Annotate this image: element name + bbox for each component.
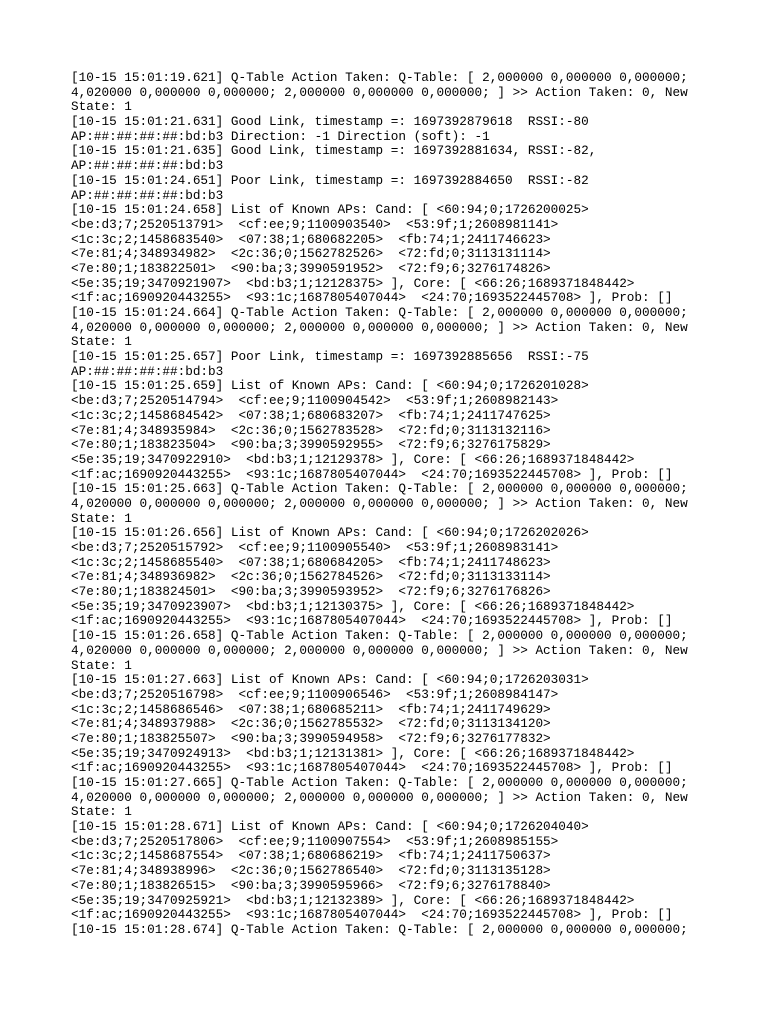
log-line: 4,020000 0,000000 0,000000; 2,000000 0,000000 0,000000; ] >> Action Taken: 0, New xyxy=(71,642,688,658)
log-line: <7e:81;4;348935984> <2c:36;0;1562783528> <72:fd;0;3113132116> xyxy=(71,422,551,438)
log-line: <be:d3;7;2520513791> <cf:ee;9;1100903540> <53:9f;1;2608981141> xyxy=(71,216,559,232)
log-line: <be:d3;7;2520516798> <cf:ee;9;1100906546> <53:9f;1;2608984147> xyxy=(71,686,559,702)
log-line: [10-15 15:01:28.671] List of Known APs: Cand: [ <60:94;0;1726204040> xyxy=(71,819,589,835)
log-line: <5e:35;19;3470924913> <bd:b3;1;12131381> ], Core: [ <66:26;1689371848442> xyxy=(71,745,635,761)
log-line: <5e:35;19;3470923907> <bd:b3;1;12130375> ], Core: [ <66:26;1689371848442> xyxy=(71,598,635,614)
log-line: <5e:35;19;3470921907> <bd:b3;1;12128375> ], Core: [ <66:26;1689371848442> xyxy=(71,275,635,291)
log-line: <1c:3c;2;1458687554> <07:38;1;680686219> <fb:74;1;2411750637> xyxy=(71,848,551,864)
log-line: State: 1 xyxy=(71,510,132,526)
log-line: <7e:81;4;348937988> <2c:36;0;1562785532> <72:fd;0;3113134120> xyxy=(71,716,551,732)
log-line: <1c:3c;2;1458685540> <07:38;1;680684205> <fb:74;1;2411748623> xyxy=(71,554,551,570)
log-line: [10-15 15:01:19.621] Q-Table Action Taken: Q-Table: [ 2,000000 0,000000 0,000000; xyxy=(71,70,688,85)
log-line: [10-15 15:01:25.663] Q-Table Action Taken: Q-Table: [ 2,000000 0,000000 0,000000; xyxy=(71,481,688,497)
log-line: <1f:ac;1690920443255> <93:1c;1687805407044> <24:70;1693522445708> ], Prob: [] xyxy=(71,613,673,629)
log-line: [10-15 15:01:21.631] Good Link, timestamp =: 1697392879618 RSSI:-80 xyxy=(71,114,589,130)
log-line: 4,020000 0,000000 0,000000; 2,000000 0,000000 0,000000; ] >> Action Taken: 0, New xyxy=(71,495,688,511)
log-line: 4,020000 0,000000 0,000000; 2,000000 0,000000 0,000000; ] >> Action Taken: 0, New xyxy=(71,84,688,100)
log-line: [10-15 15:01:26.658] Q-Table Action Taken: Q-Table: [ 2,000000 0,000000 0,000000; xyxy=(71,628,688,644)
log-line: [10-15 15:01:24.664] Q-Table Action Taken: Q-Table: [ 2,000000 0,000000 0,000000; xyxy=(71,305,688,320)
log-line: State: 1 xyxy=(71,804,132,820)
log-line: [10-15 15:01:24.658] List of Known APs: Cand: [ <60:94;0;1726200025> xyxy=(71,202,589,218)
log-line: <be:d3;7;2520514794> <cf:ee;9;1100904542> <53:9f;1;2608982143> xyxy=(71,393,559,409)
log-line: <7e:80;1;183824501> <90:ba;3;3990593952> <72:f9;6;3276176826> xyxy=(71,584,551,600)
log-line: 4,020000 0,000000 0,000000; 2,000000 0,000000 0,000000; ] >> Action Taken: 0, New xyxy=(71,319,688,335)
log-line: AP:##:##:##:##:bd:b3 xyxy=(71,363,224,379)
log-line: <7e:81;4;348938996> <2c:36;0;1562786540> <72:fd;0;3113135128> xyxy=(71,863,551,879)
log-line: <5e:35;19;3470922910> <bd:b3;1;12129378> ], Core: [ <66:26;1689371848442> xyxy=(71,451,635,467)
log-line: 4,020000 0,000000 0,000000; 2,000000 0,000000 0,000000; ] >> Action Taken: 0, New xyxy=(71,789,688,805)
log-line: [10-15 15:01:25.659] List of Known APs: Cand: [ <60:94;0;1726201028> xyxy=(71,378,589,394)
log-line: AP:##:##:##:##:bd:b3 Direction: -1 Direction (soft): -1 xyxy=(71,128,490,144)
log-line: [10-15 15:01:27.665] Q-Table Action Taken: Q-Table: [ 2,000000 0,000000 0,000000; xyxy=(71,775,688,790)
log-line: <7e:80;1;183822501> <90:ba;3;3990591952> <72:f9;6;3276174826> xyxy=(71,260,551,276)
log-line: State: 1 xyxy=(71,99,132,115)
log-line: <1f:ac;1690920443255> <93:1c;1687805407044> <24:70;1693522445708> ], Prob: [] xyxy=(71,907,673,923)
log-line: [10-15 15:01:21.635] Good Link, timestamp =: 1697392881634, RSSI:-82, xyxy=(71,143,597,159)
log-line: <be:d3;7;2520515792> <cf:ee;9;1100905540> <53:9f;1;2608983141> xyxy=(71,540,559,555)
log-line: [10-15 15:01:25.657] Poor Link, timestamp =: 1697392885656 RSSI:-75 xyxy=(71,349,589,365)
log-line: <1c:3c;2;1458686546> <07:38;1;680685211> <fb:74;1;2411749629> xyxy=(71,701,551,717)
log-line: <7e:81;4;348934982> <2c:36;0;1562782526> <72:fd;0;3113131114> xyxy=(71,246,551,262)
log-line: <be:d3;7;2520517806> <cf:ee;9;1100907554> <53:9f;1;2608985155> xyxy=(71,833,559,849)
log-line: [10-15 15:01:28.674] Q-Table Action Taken: Q-Table: [ 2,000000 0,000000 0,000000; xyxy=(71,921,688,937)
log-line: <1f:ac;1690920443255> <93:1c;1687805407044> <24:70;1693522445708> ], Prob: [] xyxy=(71,760,673,776)
log-line: <1c:3c;2;1458683540> <07:38;1;680682205> <fb:74;1;2411746623> xyxy=(71,231,551,247)
log-line: <7e:80;1;183823504> <90:ba;3;3990592955> <72:f9;6;3276175829> xyxy=(71,437,551,453)
log-line: <1f:ac;1690920443255> <93:1c;1687805407044> <24:70;1693522445708> ], Prob: [] xyxy=(71,290,673,306)
log-line: [10-15 15:01:27.663] List of Known APs: Cand: [ <60:94;0;1726203031> xyxy=(71,672,589,688)
log-line: AP:##:##:##:##:bd:b3 xyxy=(71,187,224,203)
log-line: <7e:81;4;348936982> <2c:36;0;1562784526> <72:fd;0;3113133114> xyxy=(71,569,551,585)
log-line: State: 1 xyxy=(71,657,132,673)
log-line: <5e:35;19;3470925921> <bd:b3;1;12132389> ], Core: [ <66:26;1689371848442> xyxy=(71,892,635,908)
log-text-block xyxy=(71,71,711,938)
log-line: AP:##:##:##:##:bd:b3 xyxy=(71,158,224,174)
log-line: <1c:3c;2;1458684542> <07:38;1;680683207> <fb:74;1;2411747625> xyxy=(71,407,551,423)
log-line: <7e:80;1;183825507> <90:ba;3;3990594958> <72:f9;6;3276177832> xyxy=(71,730,551,746)
log-line: <7e:80;1;183826515> <90:ba;3;3990595966> <72:f9;6;3276178840> xyxy=(71,877,551,893)
log-line: <1f:ac;1690920443255> <93:1c;1687805407044> <24:70;1693522445708> ], Prob: [] xyxy=(71,466,673,482)
log-line: [10-15 15:01:26.656] List of Known APs: Cand: [ <60:94;0;1726202026> xyxy=(71,525,589,541)
log-line: State: 1 xyxy=(71,334,132,350)
log-line: [10-15 15:01:24.651] Poor Link, timestamp =: 1697392884650 RSSI:-82 xyxy=(71,172,589,188)
